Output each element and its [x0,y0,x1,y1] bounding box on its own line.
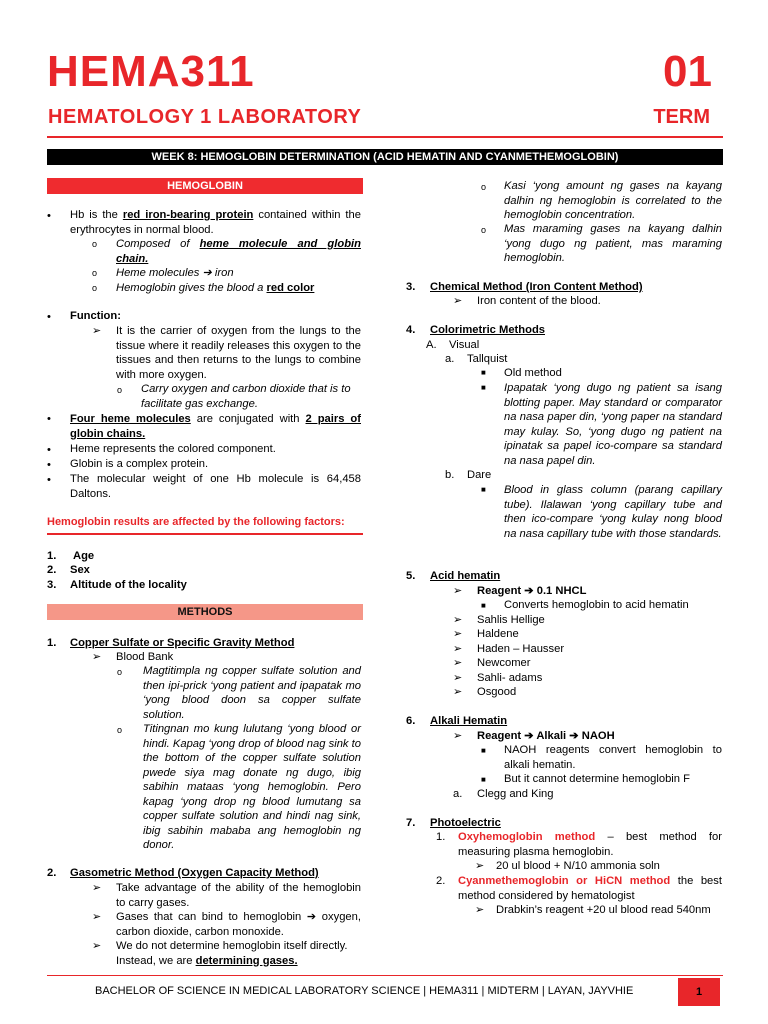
bullet-icon: • [47,459,51,471]
list-number: 2. [47,867,57,879]
acid-method-item: Sahlis Hellige [477,614,545,626]
arrow-bullet-icon: ➢ [453,657,463,669]
oxyhemoglobin-text: Oxyhemoglobin method – best method for measuring plasma hemoglobin. [458,831,722,858]
mas-text: Mas maraming gases na kayang dalhin ‘yong dugo ng patient, mas maraming hemoglobin. [504,223,722,264]
arrow-bullet-icon: ➢ [453,585,463,597]
method-5-title: Acid hematin [430,570,501,582]
circle-bullet-icon: o [117,385,123,395]
arrow-bullet-icon: ➢ [92,940,102,952]
method-4-title: Colorimetric Methods [430,324,545,336]
bullet-icon: • [47,444,51,456]
arrow-bullet-icon: ➢ [453,686,463,698]
arrow-bullet-icon: ➢ [92,325,102,337]
factor-item: Sex [70,564,90,576]
function-subtext: Carry oxygen and carbon dioxide that is to facilitate gas exchange. [141,383,351,410]
week-banner: WEEK 8: HEMOGLOBIN DETERMINATION (ACID HEMATIN AND CYANMETHEMOGLOBIN) [47,149,723,165]
list-number: 1. [47,637,57,649]
list-number: 5. [406,570,416,582]
heme-iron-text: Heme molecules ➔ iron [116,267,234,279]
list-letter: b. [445,469,455,481]
methods-section-header: METHODS [47,604,363,620]
acid-method-item: Newcomer [477,657,531,669]
blood-bank-text: Blood Bank [116,651,174,663]
circle-bullet-icon: o [92,268,98,278]
circle-bullet-icon: o [117,725,123,735]
acid-reagent: Reagent ➔ 0.1 NHCL [477,585,587,597]
method-2-title: Gasometric Method (Oxygen Capacity Method) [70,867,319,879]
tallquist-text: Tallquist [467,353,508,365]
square-bullet-icon: ■ [481,383,486,392]
method-3-title: Chemical Method (Iron Content Method) [430,281,643,293]
method-1-step-2: Titingnan mo kung lulutang ‘yong blood or hindi. Kapag ‘yong drop of blood nag sink to the bottom of the copper sulfate solution pwede siya mag donate ng dugo, ibig sabihin mataas ‘yong hemoglobin. Pero kapag ‘yong drop ng blood lumutang sa copper sulfate solution and hindi nag sink, ibig sabihin mababa ang hemoglobin ng donor. [143,723,361,851]
arrow-bullet-icon: ➢ [92,911,102,923]
acid-method-item: Osgood [477,686,517,698]
list-letter: a. [453,788,463,800]
clegg-king-text: Clegg and King [477,788,554,800]
list-number: 2. [47,564,57,576]
arrow-bullet-icon: ➢ [475,860,485,872]
list-number: 7. [406,817,416,829]
course-code: HEMA311 [47,47,255,96]
acid-method-item: Haldene [477,628,519,640]
kasi-text: Kasi ‘yong amount ng gases na kayang dalhin ng hemoglobin is correlated to the hemoglobin concentration. [504,180,722,221]
method-2-point-c: We do not determine hemoglobin itself directly. Instead, we are determining gases. [116,940,348,967]
factor-item: Altitude of the locality [70,579,187,591]
molecular-weight-text: The molecular weight of one Hb molecule is 64,458 Daltons. [70,473,361,500]
bullet-icon: • [47,311,51,323]
square-bullet-icon: ■ [481,746,486,755]
cyanmethemoglobin-text: Cyanmethemoglobin or HiCN method the best method considered by hematologist [458,875,722,902]
arrow-bullet-icon: ➢ [453,614,463,626]
footer-text: BACHELOR OF SCIENCE IN MEDICAL LABORATORY SCIENCE | HEMA311 | MIDTERM | LAYAN, JAYVHIE [95,985,634,997]
method-7-title: Photoelectric [430,817,501,829]
module-number: 01 [663,47,712,96]
page-number: 1 [678,978,720,1006]
hemoglobin-section-header: HEMOGLOBIN [47,178,363,194]
method-2-point-a: Take advantage of the ability of the hemoglobin to carry gases. [116,882,361,909]
alkali-point-b: But it cannot determine hemoglobin F [504,773,690,785]
acid-converts-text: Converts hemoglobin to acid hematin [504,599,689,611]
four-heme-text: Four heme molecules are conjugated with 2 pairs of globin chains. [70,413,361,440]
list-number: 1. [47,550,57,562]
footer-divider [47,975,723,976]
arrow-bullet-icon: ➢ [453,730,463,742]
factor-item: Age [73,550,95,562]
old-method-text: Old method [504,367,562,379]
method-6-title: Alkali Hematin [430,715,508,727]
heme-color-text: Heme represents the colored component. [70,443,276,455]
circle-bullet-icon: o [92,239,98,249]
globin-text: Globin is a complex protein. [70,458,209,470]
function-label: Function: [70,310,121,322]
method-1-title: Copper Sulfate or Specific Gravity Method [70,637,295,649]
acid-method-item: Haden – Hausser [477,643,565,655]
ipapatak-text: Ipapatak ‘yong dugo ng patient sa isang blotting paper. May standard or comparator na nasa paper din, ‘yong paper na standard may kulay. So, ‘yong dugo ng patient na ipinatak sa papel ico-compare sa standard na nasa papel din. [504,382,722,467]
course-subtitle: HEMATOLOGY 1 LABORATORY [48,106,362,128]
list-number: 3. [406,281,416,293]
method-1-step-1: Magtitimpla ng copper sulfate solution and then ipi-prick ‘yong patient and ipapatak mo ‘yong blood doon sa copper sulfate solution. [143,665,361,721]
alkali-reagent: Reagent ➔ Alkali ➔ NAOH [477,730,615,742]
list-number: 6. [406,715,416,727]
dare-text: Dare [467,469,492,481]
bullet-icon: • [47,210,51,222]
composition-text: Composed of heme molecule and globin chain. [116,238,361,265]
list-number: 1. [436,831,446,843]
arrow-bullet-icon: ➢ [453,628,463,640]
red-color-text: Hemoglobin gives the blood a red color [116,282,315,294]
square-bullet-icon: ■ [481,601,486,610]
dare-description: Blood in glass column (parang capillary tube). Ilalawan ‘yong capillary tube and then ico-compare ‘yong kulay nong blood na nasa capillary tube with those standards. [504,484,722,540]
circle-bullet-icon: o [481,182,487,192]
list-number: 3. [47,579,57,591]
factors-divider [47,533,363,535]
factors-title: Hemoglobin results are affected by the following factors: [47,516,345,528]
arrow-bullet-icon: ➢ [92,882,102,894]
alkali-point-a: NAOH reagents convert hemoglobin to alkali hematin. [504,744,722,771]
function-text: It is the carrier of oxygen from the lungs to the tissue where it readily releases this oxygen to the tissues and then returns to the lungs to combine with more oxygen. [116,325,361,381]
list-number: 2. [436,875,446,887]
bullet-icon: • [47,474,51,486]
cyanmethemoglobin-sub: Drabkin’s reagent +20 ul blood read 540nm [496,904,711,916]
list-letter: a. [445,353,455,365]
square-bullet-icon: ■ [481,485,486,494]
square-bullet-icon: ■ [481,368,486,377]
square-bullet-icon: ■ [481,775,486,784]
visual-text: Visual [449,339,480,351]
list-number: 4. [406,324,416,336]
circle-bullet-icon: o [117,667,123,677]
hb-definition: Hb is the red iron-bearing protein contained within the erythrocytes in normal blood. [70,209,361,236]
acid-method-item: Sahli- adams [477,672,543,684]
method-3-point: Iron content of the blood. [477,295,601,307]
arrow-bullet-icon: ➢ [475,904,485,916]
header-divider [47,136,723,138]
arrow-bullet-icon: ➢ [453,295,463,307]
arrow-bullet-icon: ➢ [453,672,463,684]
list-letter: A. [426,339,437,351]
bullet-icon: • [47,413,51,425]
oxyhemoglobin-sub: 20 ul blood + N/10 ammonia soln [496,860,660,872]
arrow-bullet-icon: ➢ [453,643,463,655]
circle-bullet-icon: o [92,283,98,293]
method-2-point-b: Gases that can bind to hemoglobin ➔ oxygen, carbon dioxide, carbon monoxide. [116,911,361,938]
arrow-bullet-icon: ➢ [92,651,102,663]
circle-bullet-icon: o [481,225,487,235]
term-label: TERM [653,106,710,128]
